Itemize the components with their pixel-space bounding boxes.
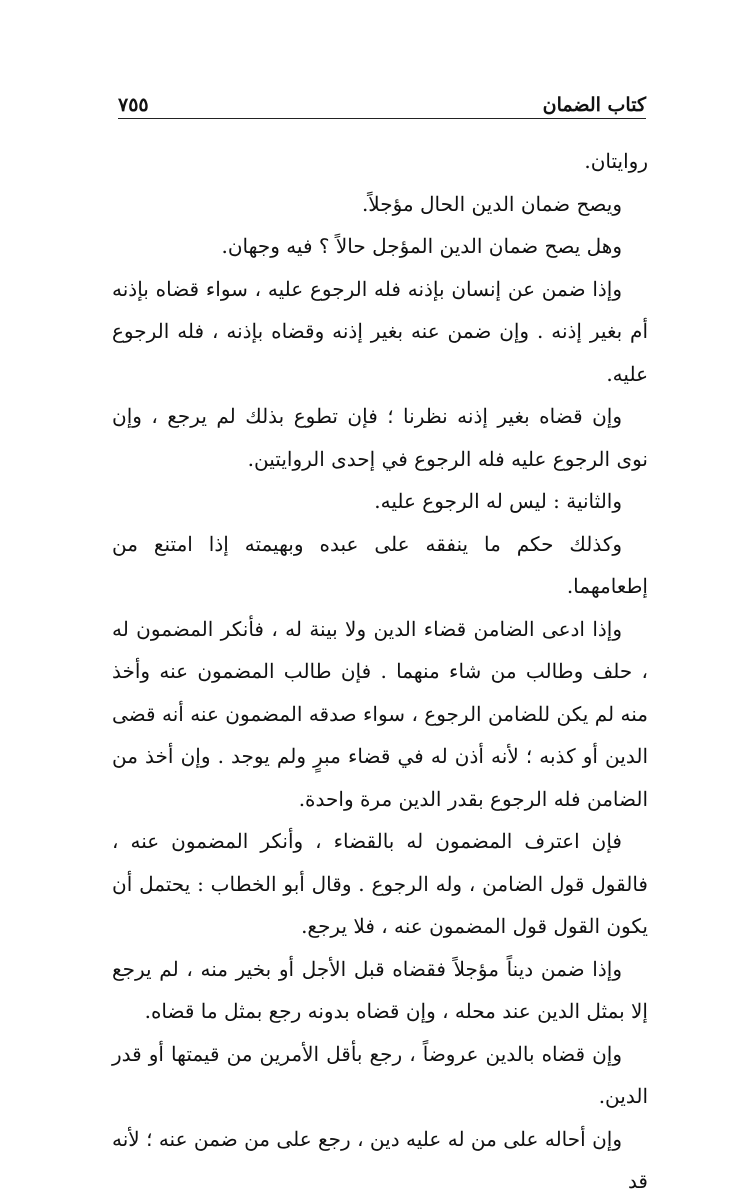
paragraph: وإن قضاه بالدين عروضاً ، رجع بأقل الأمرين من قيمتها أو قدر الدين. [112, 1041, 648, 1108]
chapter-title: كتاب الضمان [542, 94, 646, 116]
paragraph: وهل يصح ضمان الدين المؤجل حالاً ؟ فيه وجهان. [221, 234, 622, 258]
header-rule [118, 118, 646, 119]
paragraph: وإذا ادعى الضامن قضاء الدين ولا بينة له ، فأنكر المضمون له ، حلف وطالب من شاء منهما . فإن طالب المضمون عنه وأخذ منه لم يكن للضامن الرجوع ، سواء صدقه المضمون عنه أنه قضى الدين أو كذبه ؛ لأنه أذن له في قضاء مبرٍ ولم يوجد . وإن أخذ من الضامن فله الرجوع بقدر الدين مرة واحدة. [112, 616, 648, 811]
paragraph: ويصح ضمان الدين الحال مؤجلاً. [361, 191, 622, 216]
paragraph: وكذلك حكم ما ينفقه على عبده وبهيمته إذا امتنع من إطعامهما. [112, 531, 648, 598]
page-number: ٧٥٥ [118, 94, 149, 116]
paragraph: والثانية : ليس له الرجوع عليه. [374, 489, 622, 513]
paragraph: وإن أحاله على من له عليه دين ، رجع على من ضمن عنه ؛ لأنه قد [112, 1126, 648, 1193]
paragraph: روايتان. [584, 149, 648, 173]
paragraph: وإذا ضمن ديناً مؤجلاً فقضاه قبل الأجل أو بخير منه ، لم يرجع إلا بمثل الدين عند محله ، وإن قضاه بدونه رجع بمثل ما قضاه. [112, 956, 648, 1023]
body-text [112, 140, 648, 1203]
paragraph: فإن اعترف المضمون له بالقضاء ، وأنكر المضمون عنه ، فالقول قول الضامن ، وله الرجوع . وقال أبو الخطاب : يحتمل أن يكون القول قول المضمون عنه ، فلا يرجع. [112, 829, 648, 938]
paragraph: وإن قضاه بغير إذنه نظرنا ؛ فإن تطوع بذلك لم يرجع ، وإن نوى الرجوع عليه فله الرجوع في إحدى الروايتين. [112, 404, 648, 471]
running-header [118, 86, 646, 116]
paragraph: وإذا ضمن عن إنسان بإذنه فله الرجوع عليه ، سواء قضاه بإذنه أم بغير إذنه . وإن ضمن عنه بغير إذنه وقضاه بإذنه ، فله الرجوع عليه. [112, 276, 648, 386]
